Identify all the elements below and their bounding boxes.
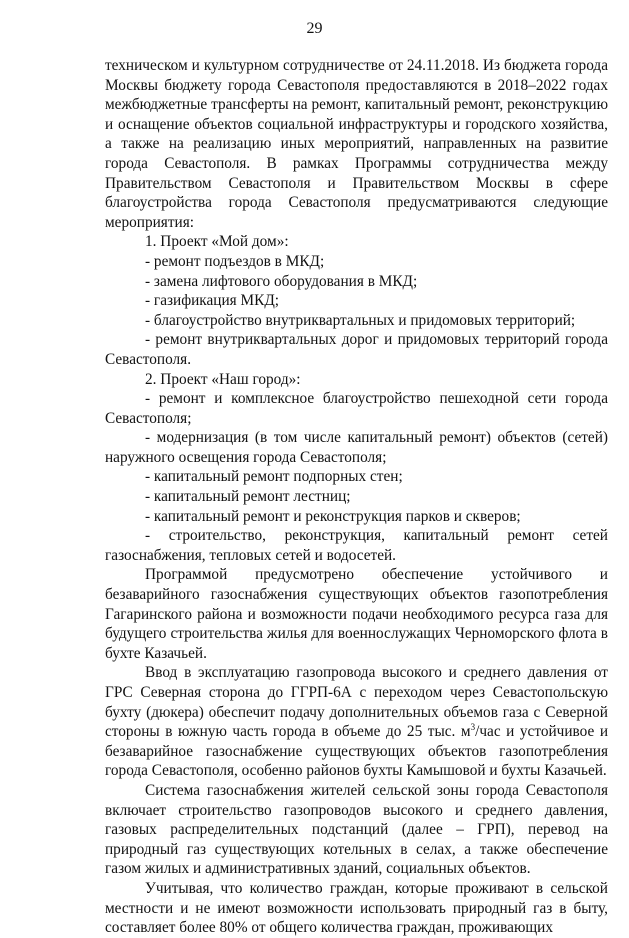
- document-body: [105, 56, 608, 938]
- page-number: 29: [306, 20, 323, 37]
- paragraph: техническом и культурном сотрудничестве от 24.11.2018. Из бюджета города Москвы бюджету города Севастополя предоставляются в 2018–2022 годах межбюджетные трансферты на ремонт, капитальный ремонт, реконструкцию и оснащение объектов социальной инфраструктуры и городского хозяйства, а также на реализацию иных мероприятий, направленных на развитие города Севастополя. В рамках Программы сотрудничества между Правительством Севастополя и Правительством Москвы в сфере благоустройства города Севастополя предусматриваются следующие мероприятия:: [105, 57, 608, 231]
- list-item: - капитальный ремонт подпорных стен;: [145, 468, 403, 486]
- list-item: 2. Проект «Наш город»:: [145, 370, 301, 388]
- list-item: - модернизация (в том числе капитальный ремонт) объектов (сетей) наружного освещения города Севастополя;: [105, 429, 608, 466]
- list-item: - замена лифтового оборудования в МКД;: [145, 272, 418, 290]
- list-item: - ремонт внутриквартальных дорог и придомовых территорий города Севастополя.: [105, 331, 608, 368]
- list-item: - капитальный ремонт лестниц;: [145, 488, 351, 506]
- text-run: /час и устойчивое и безаварийное газоснабжение существующих объектов газопотребления города Севастополя, особенно районов бухты Камышовой и бухты Казачьей.: [105, 723, 609, 780]
- paragraph: Программой предусмотрено обеспечение устойчивого и безаварийного газоснабжения существующих объектов газопотребления Гагаринского района и возможности подачи необходимого ресурса газа для будущего строительства жилья для военнослужащих Черноморского флота в бухте Казачьей.: [105, 566, 608, 662]
- paragraph: Учитывая, что количество граждан, которые проживают в сельской местности и не имеют возможности использовать природный газ в быту, составляет более 80% от общего количества граждан, проживающих: [105, 879, 608, 937]
- list-item: - ремонт и комплексное благоустройство пешеходной сети города Севастополя;: [105, 390, 608, 427]
- list-item: - капитальный ремонт и реконструкция парков и скверов;: [145, 507, 521, 525]
- list-item: - ремонт подъездов в МКД;: [145, 252, 325, 270]
- list-item: - газификация МКД;: [145, 292, 280, 310]
- superscript: 3: [470, 722, 476, 733]
- list-item: 1. Проект «Мой дом»:: [145, 233, 289, 251]
- text-run: Ввод в эксплуатацию газопровода высокого и среднего давления от ГРС Северная сторона до ГГРП-6А с переходом через Севастопольскую бухту (дюкера) обеспечит подачу дополнительных объемов газа с Северной стороны в южную часть города в объеме до 25 тыс. м: [105, 664, 608, 741]
- list-item: - благоустройство внутриквартальных и придомовых территорий;: [145, 311, 576, 329]
- paragraph: Система газоснабжения жителей сельской зоны города Севастополя включает строительство газопроводов высокого и среднего давления, газовых распределительных подстанций (далее – ГРП), перевод на природный газ существующих котельных в селах, а также обеспечение газом жилых и административных зданий, социальных объектов.: [105, 781, 608, 878]
- paragraph-gas-pipeline: [105, 663, 608, 781]
- list-item: - строительство, реконструкция, капитальный ремонт сетей газоснабжения, тепловых сетей и водосетей.: [105, 527, 608, 564]
